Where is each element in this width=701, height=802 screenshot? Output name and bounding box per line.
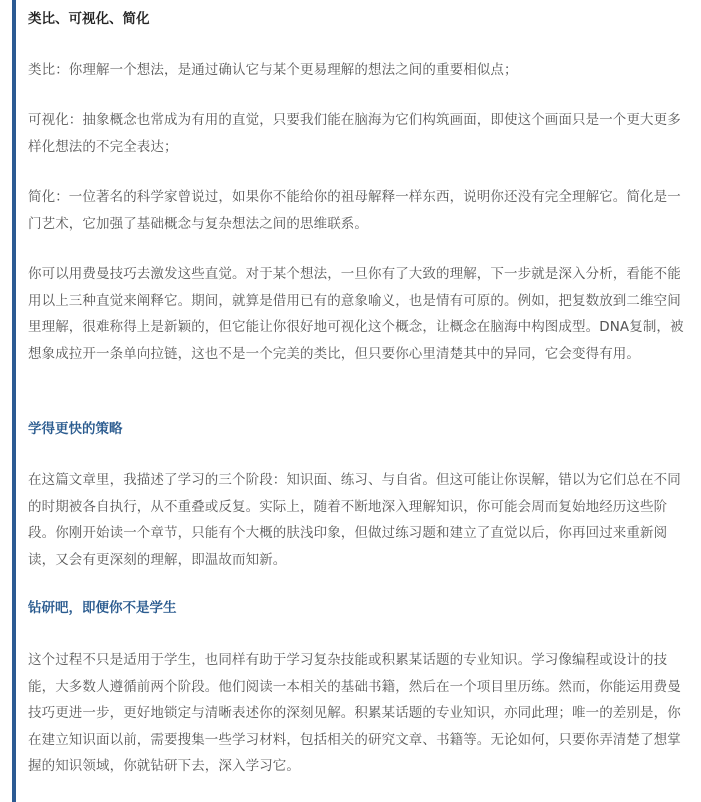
- paragraph-visualization: 可视化：抽象概念也常成为有用的直觉，只要我们能在脑海为它们构筑画面，即使这个画面只是一个更大更多样化想法的不完全表达；: [28, 112, 681, 155]
- paragraph-three-stages: 在这篇文章里，我描述了学习的三个阶段：知识面、练习、与自省。但这可能让你误解，错以为它们总在不同的时期被各自执行，从不重叠或反复。实际上，随着不断地深入理解知识，你可能会周而复始地经历这些阶段。你刚开始读一个章节，只能有个大概的肤浅印象，但做过练习题和建立了直觉以后，你再回过来重新阅读，又会有更深刻的理解，即温故而知新。: [28, 472, 681, 568]
- paragraph-simplification: 简化：一位著名的科学家曾说过，如果你不能给你的祖母解释一样东西，说明你还没有完全理解它。简化是一门艺术，它加强了基础概念与复杂想法之间的思维联系。: [28, 189, 681, 232]
- heading-faster-learning-strategy: 学得更快的策略: [28, 421, 123, 437]
- paragraph-analogy: 类比：你理解一个想法，是通过确认它与某个更易理解的想法之间的重要相似点；: [28, 62, 518, 78]
- heading-analogy-visualize-simplify: 类比、可视化、简化: [28, 11, 150, 27]
- paragraph-feynman-technique: 你可以用费曼技巧去激发这些直觉。对于某个想法，一旦你有了大致的理解，下一步就是深入分析，看能不能用以上三种直觉来阐释它。期间，就算是借用已有的意象喻义，也是情有可原的。例如，把复数放到二维空间里理解，很难称得上是新颖的，但它能让你很好地可视化这个概念，让概念在脑海中构图成型。DNA复制，被想象成拉开一条单向拉链，这也不是一个完美的类比，但只要你心里清楚其中的异同，它会变得有用。: [28, 266, 684, 362]
- article: [12, 0, 701, 802]
- heading-study-even-not-student: 钻研吧，即便你不是学生: [28, 600, 177, 616]
- paragraph-learning-process: 这个过程不只是适用于学生，也同样有助于学习复杂技能或积累某话题的专业知识。学习像编程或设计的技能，大多数人遵循前两个阶段。他们阅读一本相关的基础书籍，然后在一个项目里历练。然而，你能运用费曼技巧更进一步，更好地锁定与清晰表述你的深刻见解。积累某话题的专业知识，亦同此理；唯一的差别是，你在建立知识面以前，需要搜集一些学习材料，包括相关的研究文章、书籍等。无论如何，只要你弄清楚了想掌握的知识领域，你就钻研下去，深入学习它。: [28, 652, 681, 774]
